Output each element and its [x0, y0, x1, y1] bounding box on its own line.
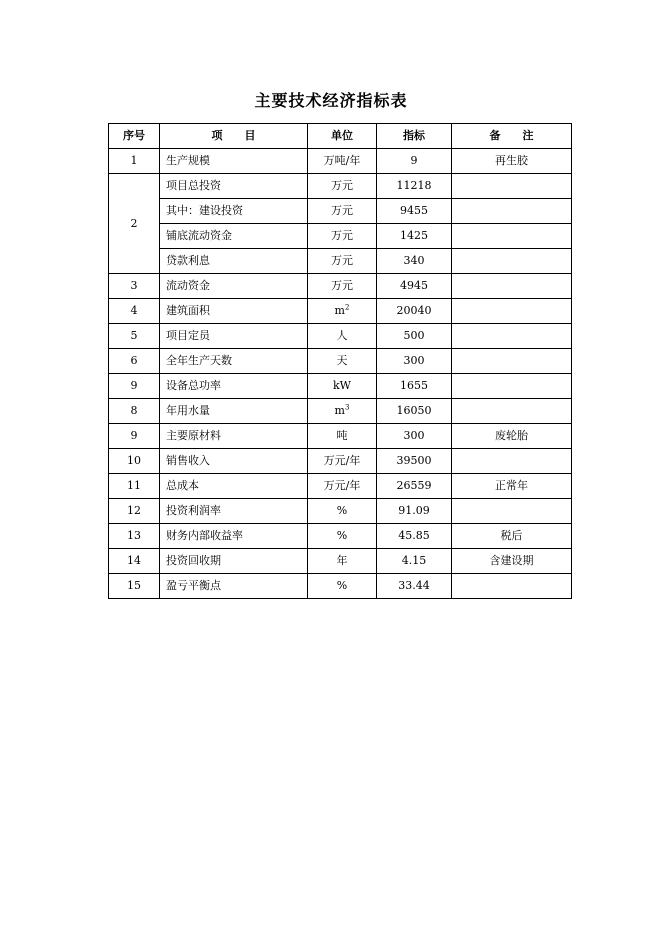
unit-cell: 万元	[308, 274, 377, 299]
value-cell: 4945	[377, 274, 452, 299]
unit-cell: 万元	[308, 224, 377, 249]
header-unit: 单位	[308, 124, 377, 149]
table-row	[109, 199, 572, 224]
table-header-row	[109, 124, 572, 149]
remark-cell	[452, 274, 572, 299]
unit-cell: kW	[308, 374, 377, 399]
remark-cell	[452, 199, 572, 224]
unit-cell: 万元	[308, 199, 377, 224]
remark-cell	[452, 174, 572, 199]
table-row	[109, 574, 572, 599]
seq-cell: 13	[109, 524, 160, 549]
seq-cell: 10	[109, 449, 160, 474]
unit-cell: %	[308, 574, 377, 599]
item-cell: 其中：建设投资	[160, 199, 308, 224]
seq-cell: 9	[109, 424, 160, 449]
table-row	[109, 274, 572, 299]
table-row	[109, 174, 572, 199]
value-cell: 26559	[377, 474, 452, 499]
remark-cell	[452, 499, 572, 524]
remark-cell	[452, 324, 572, 349]
item-cell: 盈亏平衡点	[160, 574, 308, 599]
indicator-table	[108, 123, 572, 599]
unit-cell	[308, 399, 377, 424]
unit-cell: 人	[308, 324, 377, 349]
table-row	[109, 299, 572, 324]
remark-cell: 再生胶	[452, 149, 572, 174]
item-cell: 流动资金	[160, 274, 308, 299]
header-remark: 备 注	[452, 124, 572, 149]
unit-base: m	[334, 404, 345, 417]
value-cell: 4.15	[377, 549, 452, 574]
unit-base: m	[334, 304, 345, 317]
seq-cell: 2	[109, 174, 160, 274]
seq-cell: 14	[109, 549, 160, 574]
value-cell: 500	[377, 324, 452, 349]
item-cell: 建筑面积	[160, 299, 308, 324]
value-cell: 11218	[377, 174, 452, 199]
item-cell: 全年生产天数	[160, 349, 308, 374]
seq-cell: 6	[109, 349, 160, 374]
remark-cell	[452, 449, 572, 474]
page-title: 主要技术经济指标表	[254, 91, 408, 110]
value-cell: 16050	[377, 399, 452, 424]
unit-superscript: 3	[344, 403, 350, 412]
value-cell: 20040	[377, 299, 452, 324]
unit-cell: 天	[308, 349, 377, 374]
unit-cell: 万元/年	[308, 449, 377, 474]
seq-cell: 15	[109, 574, 160, 599]
item-cell: 投资利润率	[160, 499, 308, 524]
unit-cell: 吨	[308, 424, 377, 449]
seq-cell: 8	[109, 399, 160, 424]
table-row	[109, 549, 572, 574]
header-seq: 序号	[109, 124, 160, 149]
remark-cell	[452, 374, 572, 399]
unit-cell: %	[308, 524, 377, 549]
table-row	[109, 374, 572, 399]
remark-cell: 废轮胎	[452, 424, 572, 449]
item-cell: 设备总功率	[160, 374, 308, 399]
table-row	[109, 474, 572, 499]
value-cell: 300	[377, 424, 452, 449]
remark-cell	[452, 249, 572, 274]
item-cell: 投资回收期	[160, 549, 308, 574]
table-row	[109, 149, 572, 174]
item-cell: 铺底流动资金	[160, 224, 308, 249]
seq-cell: 5	[109, 324, 160, 349]
item-cell: 销售收入	[160, 449, 308, 474]
seq-cell: 4	[109, 299, 160, 324]
item-cell: 财务内部收益率	[160, 524, 308, 549]
remark-cell	[452, 399, 572, 424]
unit-cell: 万元	[308, 174, 377, 199]
table-row	[109, 424, 572, 449]
seq-cell: 3	[109, 274, 160, 299]
unit-cell: 万吨/年	[308, 149, 377, 174]
value-cell: 1425	[377, 224, 452, 249]
value-cell: 39500	[377, 449, 452, 474]
item-cell: 项目总投资	[160, 174, 308, 199]
table-row	[109, 324, 572, 349]
remark-cell	[452, 224, 572, 249]
header-value: 指标	[377, 124, 452, 149]
seq-cell: 1	[109, 149, 160, 174]
item-cell: 贷款利息	[160, 249, 308, 274]
table-row	[109, 349, 572, 374]
item-cell: 年用水量	[160, 399, 308, 424]
unit-cell: 万元	[308, 249, 377, 274]
unit-cell: 年	[308, 549, 377, 574]
table-row	[109, 249, 572, 274]
table-row	[109, 499, 572, 524]
item-cell: 总成本	[160, 474, 308, 499]
value-cell: 45.85	[377, 524, 452, 549]
seq-cell: 12	[109, 499, 160, 524]
remark-cell: 税后	[452, 524, 572, 549]
table-row	[109, 224, 572, 249]
header-item: 项 目	[160, 124, 308, 149]
value-cell: 33.44	[377, 574, 452, 599]
value-cell: 91.09	[377, 499, 452, 524]
value-cell: 1655	[377, 374, 452, 399]
item-cell: 项目定员	[160, 324, 308, 349]
remark-cell: 正常年	[452, 474, 572, 499]
item-cell: 主要原材料	[160, 424, 308, 449]
seq-cell: 9	[109, 374, 160, 399]
value-cell: 300	[377, 349, 452, 374]
table-row	[109, 399, 572, 424]
unit-cell	[308, 299, 377, 324]
table-row	[109, 524, 572, 549]
value-cell: 340	[377, 249, 452, 274]
remark-cell	[452, 299, 572, 324]
value-cell: 9	[377, 149, 452, 174]
remark-cell	[452, 349, 572, 374]
value-cell: 9455	[377, 199, 452, 224]
table-row	[109, 449, 572, 474]
remark-cell: 含建设期	[452, 549, 572, 574]
unit-cell: %	[308, 499, 377, 524]
unit-superscript: 2	[344, 303, 350, 312]
seq-cell: 11	[109, 474, 160, 499]
unit-cell: 万元/年	[308, 474, 377, 499]
remark-cell	[452, 574, 572, 599]
item-cell: 生产规模	[160, 149, 308, 174]
